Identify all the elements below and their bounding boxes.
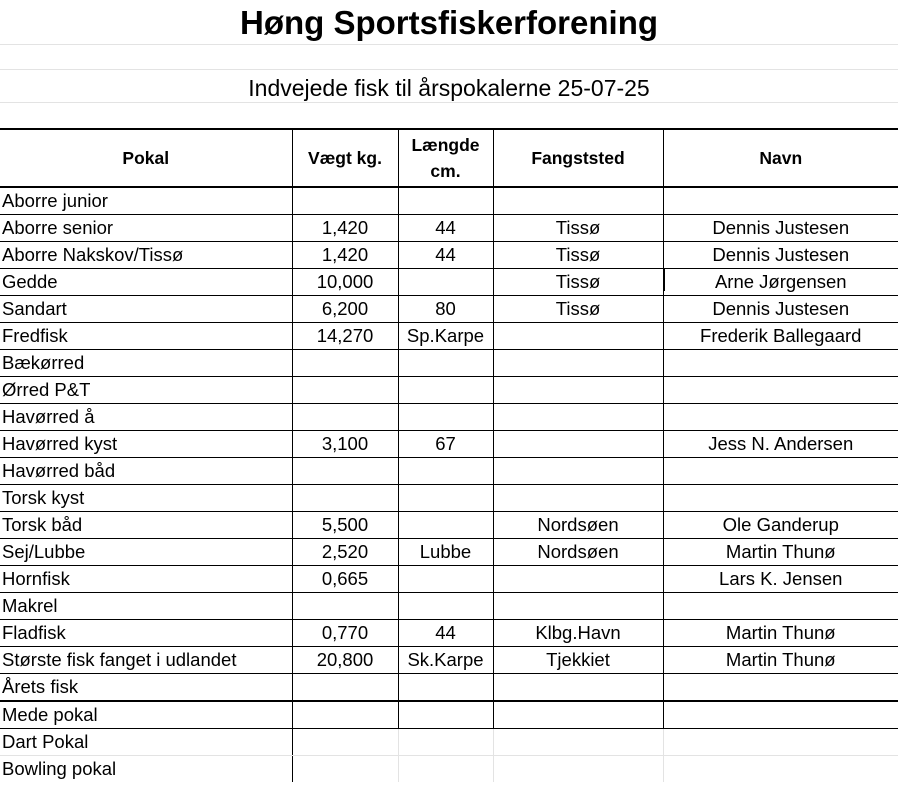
cell-fangststed[interactable] <box>493 485 663 512</box>
cell-fangststed[interactable] <box>493 566 663 593</box>
cell-navn[interactable] <box>663 729 898 756</box>
cell-laengde[interactable] <box>398 485 493 512</box>
cell-vaegt[interactable] <box>292 674 398 702</box>
cell-laengde[interactable]: 67 <box>398 431 493 458</box>
cell-laengde[interactable] <box>398 458 493 485</box>
cell-navn[interactable]: Jess N. Andersen <box>663 431 898 458</box>
cell-pokal[interactable]: Mede pokal <box>0 701 292 729</box>
table-row <box>0 512 898 539</box>
cell-navn[interactable]: Martin Thunø <box>663 647 898 674</box>
cell-pokal[interactable]: Torsk båd <box>0 512 292 539</box>
cell-navn[interactable]: Dennis Justesen <box>663 296 898 323</box>
table-row <box>0 620 898 647</box>
cell-pokal[interactable]: Sandart <box>0 296 292 323</box>
cell-fangststed[interactable]: Tissø <box>493 242 663 269</box>
cell-pokal[interactable]: Hornfisk <box>0 566 292 593</box>
table-row <box>0 431 898 458</box>
cell-laengde[interactable]: Sk.Karpe <box>398 647 493 674</box>
cell-fangststed[interactable] <box>493 350 663 377</box>
cell-vaegt[interactable]: 14,270 <box>292 323 398 350</box>
grid-line <box>0 44 898 45</box>
cell-laengde[interactable] <box>398 187 493 215</box>
cell-fangststed[interactable]: Tissø <box>493 215 663 242</box>
cell-pokal[interactable]: Havørred å <box>0 404 292 431</box>
cell-vaegt[interactable] <box>292 485 398 512</box>
cell-laengde[interactable]: Lubbe <box>398 539 493 566</box>
cell-laengde[interactable] <box>398 350 493 377</box>
cell-navn[interactable] <box>663 756 898 783</box>
cell-vaegt[interactable] <box>292 187 398 215</box>
cell-vaegt[interactable]: 5,500 <box>292 512 398 539</box>
table-row <box>0 539 898 566</box>
table-row-extra <box>0 701 898 729</box>
cell-navn[interactable] <box>663 187 898 215</box>
column-header-laengde-line1: Længde <box>411 135 480 155</box>
cell-laengde[interactable]: 80 <box>398 296 493 323</box>
cell-laengde[interactable]: 44 <box>398 215 493 242</box>
cell-laengde[interactable] <box>398 729 493 756</box>
cell-navn[interactable]: Dennis Justesen <box>663 242 898 269</box>
table-row <box>0 458 898 485</box>
column-header-laengde[interactable] <box>398 129 493 187</box>
cell-fangststed[interactable] <box>493 674 663 702</box>
cell-pokal[interactable]: Fladfisk <box>0 620 292 647</box>
cell-vaegt[interactable] <box>292 593 398 620</box>
cell-navn[interactable] <box>663 701 898 729</box>
table-row-extra <box>0 756 898 783</box>
cell-vaegt[interactable]: 0,770 <box>292 620 398 647</box>
cell-pokal[interactable]: Aborre junior <box>0 187 292 215</box>
trophy-table <box>0 128 898 782</box>
cell-pokal[interactable]: Dart Pokal <box>0 729 292 756</box>
cell-pokal[interactable]: Største fisk fanget i udlandet <box>0 647 292 674</box>
column-header-laengde-line2: cm. <box>430 161 461 181</box>
cell-navn[interactable] <box>663 458 898 485</box>
table-row <box>0 377 898 404</box>
cell-laengde[interactable] <box>398 566 493 593</box>
cell-navn[interactable]: Martin Thunø <box>663 620 898 647</box>
page-title: Høng Sportsfiskerforening <box>239 4 659 41</box>
cell-navn[interactable] <box>663 593 898 620</box>
table-row <box>0 485 898 512</box>
cell-fangststed[interactable] <box>493 458 663 485</box>
cell-laengde[interactable] <box>398 674 493 702</box>
cell-pokal[interactable]: Aborre Nakskov/Tissø <box>0 242 292 269</box>
column-header-navn[interactable]: Navn <box>663 129 898 187</box>
table-row <box>0 350 898 377</box>
cell-fangststed[interactable] <box>493 729 663 756</box>
cell-navn[interactable]: Frederik Ballegaard <box>663 323 898 350</box>
cell-fangststed[interactable]: Tissø <box>493 269 663 296</box>
cell-border-mark <box>663 268 665 291</box>
cell-pokal[interactable]: Fredfisk <box>0 323 292 350</box>
table-row <box>0 566 898 593</box>
table-row <box>0 242 898 269</box>
cell-pokal[interactable]: Bowling pokal <box>2 758 117 779</box>
cell-fangststed[interactable] <box>493 377 663 404</box>
cell-fangststed[interactable] <box>493 187 663 215</box>
cell-vaegt[interactable] <box>292 756 398 783</box>
cell-navn[interactable] <box>663 674 898 702</box>
table-row <box>0 296 898 323</box>
cell-navn[interactable] <box>663 377 898 404</box>
cell-vaegt[interactable]: 20,800 <box>292 647 398 674</box>
table-row <box>0 647 898 674</box>
cell-vaegt[interactable]: 2,520 <box>292 539 398 566</box>
cell-navn[interactable]: Dennis Justesen <box>663 215 898 242</box>
cell-vaegt[interactable]: 1,420 <box>292 215 398 242</box>
cell-pokal[interactable]: Havørred båd <box>0 458 292 485</box>
cell-vaegt[interactable] <box>292 404 398 431</box>
cell-laengde[interactable] <box>398 701 493 729</box>
cell-navn[interactable]: Martin Thunø <box>663 539 898 566</box>
cell-navn[interactable] <box>663 350 898 377</box>
cell-fangststed[interactable] <box>493 323 663 350</box>
page-subtitle: Indvejede fisk til årspokalerne 25-07-25 <box>248 75 650 101</box>
cell-fangststed[interactable] <box>493 701 663 729</box>
cell-pokal[interactable]: Gedde <box>0 269 292 296</box>
cell-fangststed[interactable] <box>493 593 663 620</box>
cell-fangststed[interactable] <box>493 431 663 458</box>
column-header-pokal[interactable]: Pokal <box>0 129 292 187</box>
cell-laengde[interactable] <box>398 377 493 404</box>
table-row <box>0 323 898 350</box>
cell-pokal[interactable]: Ørred P&T <box>0 377 292 404</box>
column-header-fangststed[interactable]: Fangststed <box>493 129 663 187</box>
cell-vaegt[interactable] <box>292 350 398 377</box>
cell-vaegt[interactable] <box>292 701 398 729</box>
cell-fangststed[interactable]: Tjekkiet <box>493 647 663 674</box>
cell-navn[interactable]: Arne Jørgensen <box>663 269 898 296</box>
table-row <box>0 215 898 242</box>
cell-vaegt[interactable]: 0,665 <box>292 566 398 593</box>
cell-vaegt[interactable] <box>292 377 398 404</box>
table-row-extra <box>0 729 898 756</box>
cell-laengde[interactable] <box>398 404 493 431</box>
cell-pokal[interactable]: Havørred kyst <box>0 431 292 458</box>
table-row <box>0 269 898 296</box>
cell-fangststed[interactable]: Klbg.Havn <box>493 620 663 647</box>
cell-fangststed[interactable] <box>493 404 663 431</box>
cell-vaegt[interactable]: 3,100 <box>292 431 398 458</box>
cell-pokal[interactable]: Sej/Lubbe <box>0 539 292 566</box>
cell-laengde[interactable] <box>398 269 493 296</box>
cell-pokal[interactable]: Aborre senior <box>0 215 292 242</box>
cell-vaegt[interactable] <box>292 458 398 485</box>
cell-laengde[interactable]: 44 <box>398 242 493 269</box>
table-row <box>0 674 898 702</box>
cell-navn[interactable] <box>663 485 898 512</box>
cell-vaegt[interactable]: 10,000 <box>292 269 398 296</box>
cell-laengde[interactable] <box>398 593 493 620</box>
cell-vaegt[interactable] <box>292 729 398 756</box>
cell-pokal[interactable]: Makrel <box>0 593 292 620</box>
cell-pokal[interactable]: Bækørred <box>0 350 292 377</box>
table-row <box>0 404 898 431</box>
cell-vaegt[interactable]: 6,200 <box>292 296 398 323</box>
table-header-row <box>0 129 898 187</box>
cell-pokal[interactable]: Årets fisk <box>0 674 292 702</box>
cell-laengde[interactable]: Sp.Karpe <box>398 323 493 350</box>
cell-navn[interactable] <box>663 404 898 431</box>
column-header-vaegt[interactable]: Vægt kg. <box>292 129 398 187</box>
cell-fangststed[interactable]: Nordsøen <box>493 512 663 539</box>
cell-fangststed[interactable] <box>493 756 663 783</box>
cell-navn[interactable]: Lars K. Jensen <box>663 566 898 593</box>
cell-laengde[interactable]: 44 <box>398 620 493 647</box>
cell-laengde[interactable] <box>398 512 493 539</box>
cell-fangststed[interactable]: Tissø <box>493 296 663 323</box>
table-row <box>0 593 898 620</box>
cell-fangststed[interactable]: Nordsøen <box>493 539 663 566</box>
table-row <box>0 187 898 215</box>
cell-vaegt[interactable]: 1,420 <box>292 242 398 269</box>
cell-navn[interactable]: Ole Ganderup <box>663 512 898 539</box>
cell-pokal[interactable]: Torsk kyst <box>0 485 292 512</box>
cell-laengde[interactable] <box>398 756 493 783</box>
